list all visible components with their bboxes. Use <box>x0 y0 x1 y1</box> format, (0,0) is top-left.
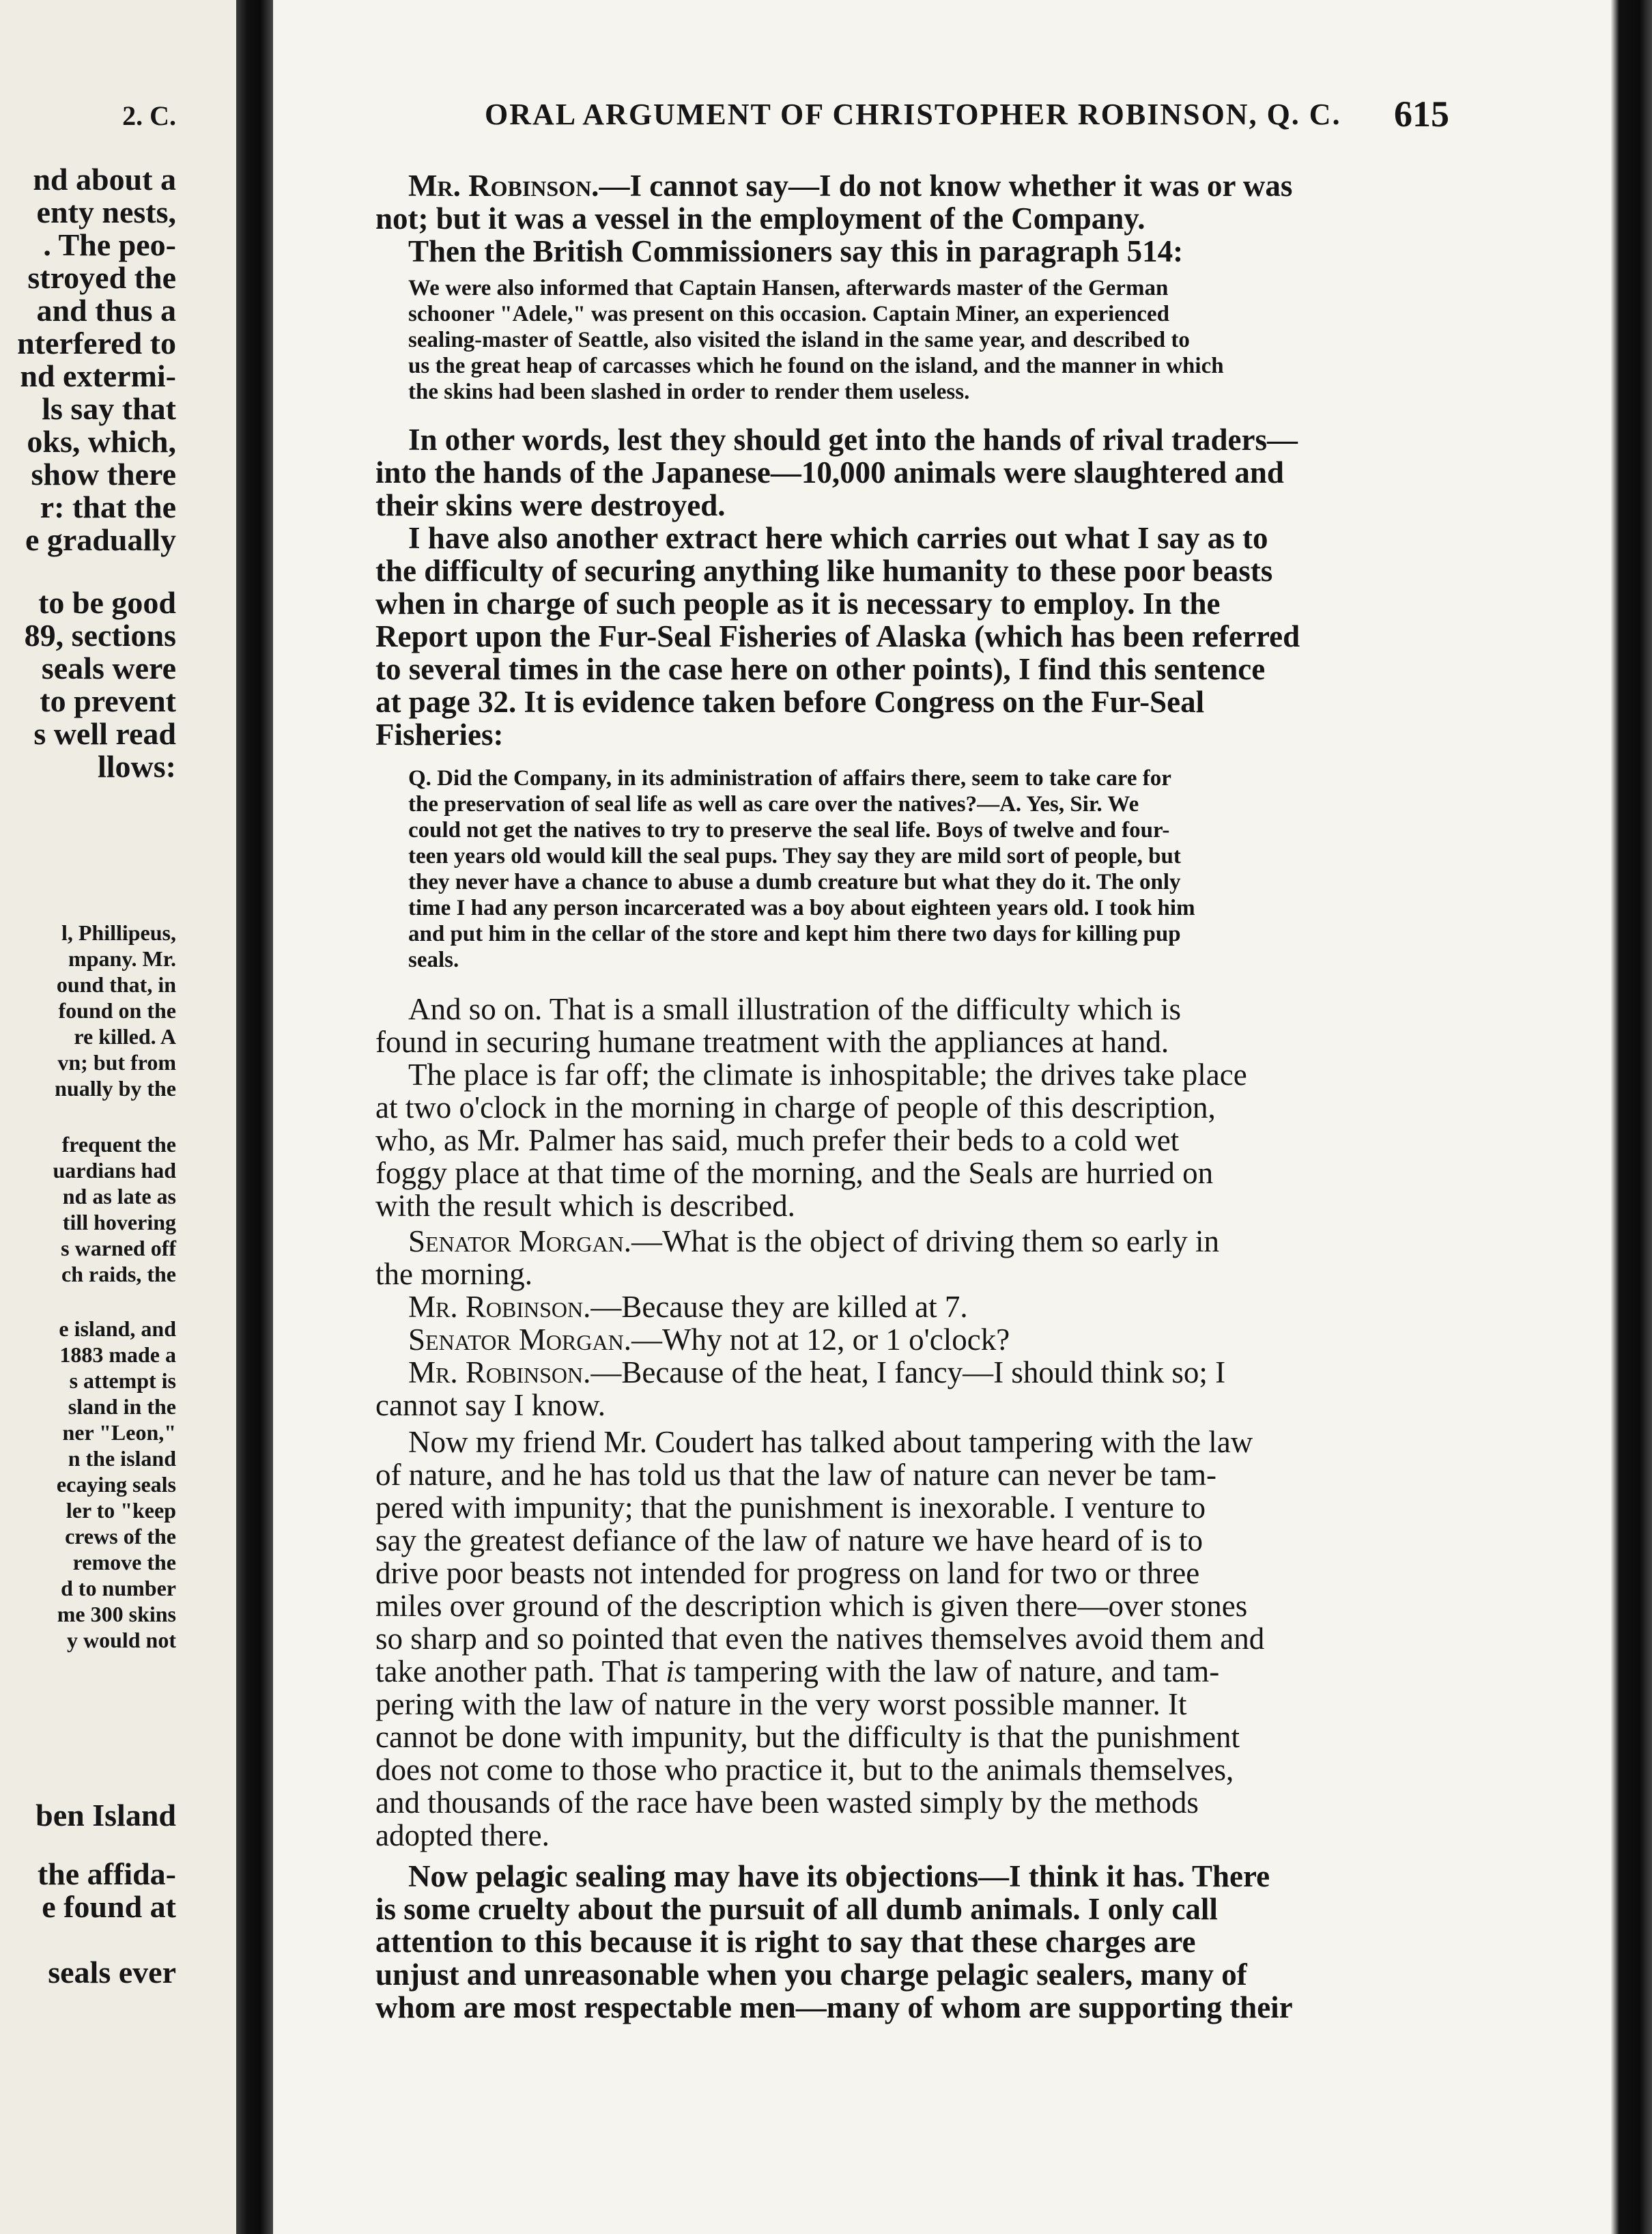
quoted-line: seals. <box>408 948 459 972</box>
text-line: pered with impunity; that the punishment is inexorable. I venture to <box>375 1490 1206 1525</box>
dialogue-line: cannot say I know. <box>375 1388 606 1422</box>
left-fragment-line: to prevent <box>40 683 176 718</box>
left-fragment-line: show there <box>31 457 176 492</box>
left-fragment-line: ecaying seals <box>56 1472 176 1497</box>
dialogue-line <box>408 1292 968 1323</box>
left-fragment-line: and thus a <box>36 293 176 328</box>
left-fragment-line: found on the <box>58 998 176 1023</box>
speaker-name: Senator Morgan. <box>408 1224 631 1258</box>
left-fragment-line: 89, sections <box>24 618 176 653</box>
left-fragment-line: me 300 skins <box>57 1602 176 1626</box>
left-fragment-line: enty nests, <box>36 195 176 229</box>
dialogue-line: the morning. <box>375 1257 532 1291</box>
speech-text: —Because of the heat, I fancy—I should think so; I <box>590 1355 1226 1389</box>
text-line: pering with the law of nature in the very worst possible manner. It <box>375 1687 1187 1721</box>
text-line: unjust and unreasonable when you charge pelagic sealers, many of <box>375 1957 1247 1992</box>
left-fragment-line: re killed. A <box>74 1024 176 1049</box>
dialogue-line <box>408 1357 1225 1388</box>
left-fragment-line: nd extermi- <box>20 358 176 393</box>
left-fragment-line: uardians had <box>53 1158 176 1183</box>
speech-text: —I cannot say—I do not know whether it was or was <box>599 169 1293 203</box>
speech-text: —Why not at 12, or 1 o'clock? <box>631 1323 1010 1357</box>
left-fragment-line: ch raids, the <box>61 1262 176 1286</box>
page-edge-shadow <box>1611 0 1652 2234</box>
left-fragment-line: vn; but from <box>57 1050 176 1075</box>
left-fragment-line: 1883 made a <box>59 1342 176 1367</box>
left-fragment-line: seals were <box>41 651 176 685</box>
quoted-line: they never have a chance to abuse a dumb creature but what they do it. The only <box>408 870 1181 894</box>
quoted-line: teen years old would kill the seal pups. They say they are mild sort of people, but <box>408 844 1181 868</box>
speaker-name: Senator Morgan. <box>408 1323 631 1357</box>
text-line: cannot be done with impunity, but the difficulty is that the punishment <box>375 1720 1240 1754</box>
left-fragment-line: ls say that <box>42 391 176 426</box>
left-fragment-line: s well read <box>33 716 176 751</box>
quoted-line: We were also informed that Captain Hansen, afterwards master of the German <box>408 276 1169 300</box>
left-fragment-line: ben Island <box>35 1798 176 1833</box>
speaker-name: Mr. Robinson. <box>408 1290 591 1324</box>
left-fragment-line: . The peo- <box>43 227 176 262</box>
text-line: when in charge of such people as it is necessary to employ. In the <box>375 586 1221 621</box>
text-line: adopted there. <box>375 1818 550 1852</box>
text-line: Now my friend Mr. Coudert has talked about tampering with the law <box>408 1425 1253 1459</box>
running-header: ORAL ARGUMENT OF CHRISTOPHER ROBINSON, Q. C. <box>485 98 1341 131</box>
text-line: at two o'clock in the morning in charge of people of this description, <box>375 1090 1216 1125</box>
facing-page-fragment <box>0 0 236 2234</box>
left-fragment-line: l, Phillipeus, <box>61 920 176 945</box>
text-line: who, as Mr. Palmer has said, much prefer their beds to a cold wet <box>375 1123 1180 1157</box>
text-line: Now pelagic sealing may have its objections—I think it has. There <box>408 1859 1270 1893</box>
left-fragment-line: the affida- <box>37 1856 176 1891</box>
left-fragment-line: d to number <box>61 1576 176 1600</box>
quoted-line: time I had any person incarcerated was a boy about eighteen years old. I took him <box>408 896 1195 920</box>
text-line: Fisheries: <box>375 718 504 752</box>
text-line: is some cruelty about the pursuit of all dumb animals. I only call <box>375 1892 1218 1926</box>
left-fragment-line: ound that, in <box>56 972 176 997</box>
speech-text: —What is the object of driving them so early in <box>631 1224 1220 1258</box>
quoted-line: could not get the natives to try to preserve the seal life. Boys of twelve and four- <box>408 818 1170 843</box>
text-line: The place is far off; the climate is inhospitable; the drives take place <box>408 1058 1247 1092</box>
dialogue-line <box>408 1226 1219 1257</box>
left-fragment-line: stroyed the <box>27 260 176 295</box>
left-fragment-line: e found at <box>42 1889 176 1924</box>
text-line: I have also another extract here which carries out what I say as to <box>408 521 1268 555</box>
left-fragment-line: e island, and <box>59 1316 176 1341</box>
text-line: Then the British Commissioners say this in paragraph 514: <box>408 234 1184 268</box>
speech-text: —Because they are killed at 7. <box>590 1290 968 1324</box>
left-fragment-line: seals ever <box>48 1955 176 1990</box>
left-fragment-line: e gradually <box>25 522 176 557</box>
left-fragment-line: nd as late as <box>62 1184 176 1208</box>
book-gutter <box>236 0 273 2234</box>
quoted-line: the skins had been slashed in order to render them useless. <box>408 380 970 404</box>
emphasized-word: is <box>666 1654 687 1688</box>
left-fragment-line: s attempt is <box>69 1368 176 1393</box>
text-line: to several times in the case here on other points), I find this sentence <box>375 652 1266 686</box>
text-line: and thousands of the race have been wasted simply by the methods <box>375 1785 1199 1820</box>
text-line: with the result which is described. <box>375 1189 795 1223</box>
text-line: does not come to those who practice it, but to the animals themselves, <box>375 1753 1234 1787</box>
speaker-name: Mr. Robinson. <box>408 169 599 203</box>
left-fragment-line: mpany. Mr. <box>68 946 176 971</box>
dialogue-line <box>408 171 1292 201</box>
text-line: And so on. That is a small illustration of the difficulty which is <box>408 992 1181 1026</box>
text-line: say the greatest defiance of the law of nature we have heard of is to <box>375 1523 1203 1557</box>
quoted-line: the preservation of seal life as well as care over the natives?—A. Yes, Sir. We <box>408 792 1139 817</box>
text-line: into the hands of the Japanese—10,000 animals were slaughtered and <box>375 455 1284 490</box>
left-fragment-line: y would not <box>66 1628 176 1652</box>
left-fragment-line: llows: <box>98 749 176 784</box>
text-line: whom are most respectable men—many of whom are supporting their <box>375 1990 1293 2024</box>
left-fragment-line: s warned off <box>61 1236 176 1260</box>
dialogue-line <box>408 1325 1010 1355</box>
quoted-line: schooner "Adele," was present on this occasion. Captain Miner, an experienced <box>408 302 1169 326</box>
left-fragment-line: nd about a <box>33 162 176 197</box>
quoted-line: Q. Did the Company, in its administration of affairs there, seem to take care for <box>408 766 1171 791</box>
left-fragment-line: oks, which, <box>27 424 176 459</box>
left-fragment-line: remove the <box>72 1550 176 1574</box>
text-line: In other words, lest they should get into the hands of rival traders— <box>408 423 1298 457</box>
left-fragment-line: r: that the <box>40 490 176 524</box>
text-line: Report upon the Fur-Seal Fisheries of Alaska (which has been referred <box>375 619 1300 653</box>
left-fragment-line: n the island <box>68 1446 176 1471</box>
left-fragment-line: nually by the <box>55 1076 176 1101</box>
speaker-name: Mr. Robinson. <box>408 1355 591 1389</box>
text-line: of nature, and he has told us that the law of nature can never be tam- <box>375 1458 1217 1492</box>
text-line: attention to this because it is right to say that these charges are <box>375 1925 1196 1959</box>
text-line: so sharp and so pointed that even the natives themselves avoid them and <box>375 1622 1265 1656</box>
text-line: foggy place at that time of the morning, and the Seals are hurried on <box>375 1156 1214 1190</box>
left-fragment-line: to be good <box>38 585 176 620</box>
left-fragment-line: sland in the <box>68 1394 176 1419</box>
left-fragment-line: 2. C. <box>122 100 176 131</box>
text-span: take another path. That <box>375 1654 666 1688</box>
quoted-line: us the great heap of carcasses which he found on the island, and the manner in which <box>408 354 1224 378</box>
left-fragment-line: frequent the <box>61 1132 176 1157</box>
text-line: at page 32. It is evidence taken before Congress on the Fur-Seal <box>375 685 1205 719</box>
quoted-line: and put him in the cellar of the store and kept him there two days for killing pup <box>408 922 1181 946</box>
text-line <box>375 1656 1219 1687</box>
text-line: found in securing humane treatment with the appliances at hand. <box>375 1025 1169 1059</box>
left-fragment-line: crews of the <box>65 1524 176 1549</box>
text-line: their skins were destroyed. <box>375 488 726 522</box>
quoted-line: sealing-master of Seattle, also visited the island in the same year, and described to <box>408 328 1190 352</box>
text-span: tampering with the law of nature, and tam- <box>686 1654 1220 1688</box>
text-line: drive poor beasts not intended for progress on land for two or three <box>375 1556 1200 1590</box>
left-fragment-line: ler to "keep <box>66 1498 176 1523</box>
left-fragment-line: nterfered to <box>17 326 176 360</box>
text-line: not; but it was a vessel in the employment of the Company. <box>375 201 1145 236</box>
left-fragment-line: ner "Leon," <box>62 1420 176 1445</box>
text-line: the difficulty of securing anything like humanity to these poor beasts <box>375 554 1273 588</box>
left-fragment-line: till hovering <box>62 1210 176 1234</box>
page-number: 615 <box>1394 94 1449 135</box>
text-line: miles over ground of the description which is given there—over stones <box>375 1589 1248 1623</box>
